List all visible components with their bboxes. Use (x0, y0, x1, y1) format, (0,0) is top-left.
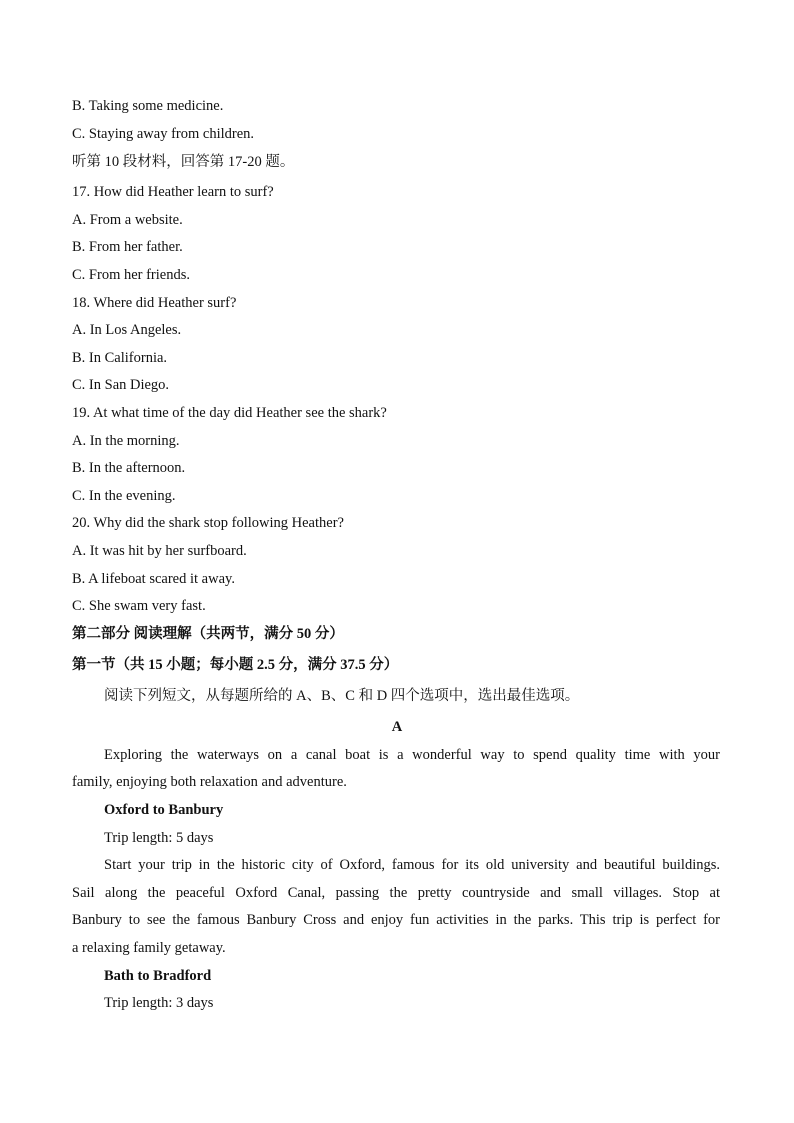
section-one-heading: 第一节（共 15 小题；每小题 2.5 分，满分 37.5 分） (72, 657, 399, 673)
option-a-q20: A. It was hit by her surfboard. (72, 543, 247, 559)
option-c-q19: C. In the evening. (72, 488, 176, 504)
option-a-q19: A. In the morning. (72, 433, 180, 449)
oxford-paragraph-line-4: a relaxing family getaway. (72, 940, 226, 956)
oxford-paragraph-line-2: Sail along the peaceful Oxford Canal, passing the pretty countryside and small villages. Stop at (72, 885, 720, 901)
option-c-q20: C. She swam very fast. (72, 598, 206, 614)
intro-line-2: family, enjoying both relaxation and adventure. (72, 774, 347, 790)
oxford-paragraph-line-3: Banbury to see the famous Banbury Cross and enjoy fun activities in the parks. This trip is perfect for (72, 912, 720, 928)
question-17: 17. How did Heather learn to surf? (72, 184, 274, 200)
option-a-q17: A. From a website. (72, 212, 183, 228)
intro-line-1: Exploring the waterways on a canal boat is a wonderful way to spend quality time with your (104, 747, 720, 763)
option-b-q16: B. Taking some medicine. (72, 98, 224, 114)
reading-instruction: 阅读下列短文，从每题所给的 A、B、C 和 D 四个选项中，选出最佳选项。 (104, 688, 580, 704)
question-20: 20. Why did the shark stop following Heather? (72, 515, 344, 531)
section-instruction-10: 听第 10 段材料，回答第 17-20 题。 (72, 154, 295, 170)
part-two-heading: 第二部分 阅读理解（共两节，满分 50 分） (72, 626, 344, 642)
trip-heading-bath: Bath to Bradford (104, 968, 212, 984)
option-c-q17: C. From her friends. (72, 267, 190, 283)
option-b-q19: B. In the afternoon. (72, 460, 186, 476)
option-b-q18: B. In California. (72, 350, 168, 366)
trip-length-oxford: Trip length: 5 days (104, 830, 214, 846)
option-c-q16: C. Staying away from children. (72, 126, 255, 142)
oxford-paragraph-line-1: Start your trip in the historic city of Oxford, famous for its old university and beautiful buildings. (104, 857, 720, 873)
passage-label: A (391, 719, 403, 735)
option-a-q18: A. In Los Angeles. (72, 322, 182, 338)
option-c-q18: C. In San Diego. (72, 377, 170, 393)
option-b-q17: B. From her father. (72, 239, 183, 255)
option-b-q20: B. A lifeboat scared it away. (72, 571, 235, 587)
question-18: 18. Where did Heather surf? (72, 295, 237, 311)
trip-heading-oxford: Oxford to Banbury (104, 802, 224, 818)
question-19: 19. At what time of the day did Heather see the shark? (72, 405, 387, 421)
trip-length-bath: Trip length: 3 days (104, 995, 214, 1011)
